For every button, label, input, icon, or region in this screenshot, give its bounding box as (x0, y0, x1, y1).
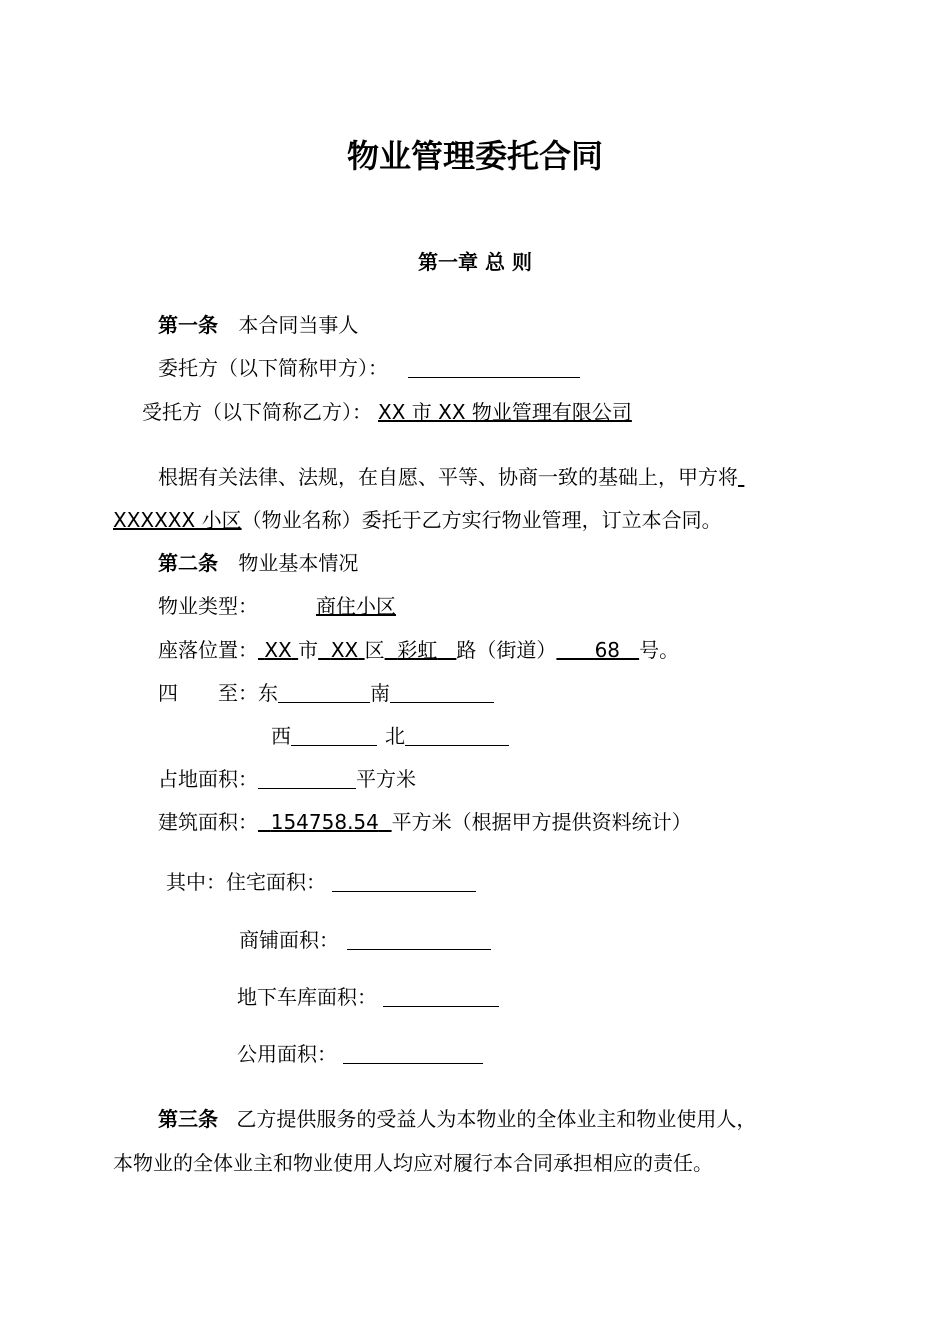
north-blank[interactable] (405, 725, 509, 746)
article-3-text-1: 乙方提供服务的受益人为本物业的全体业主和物业使用人， (236, 1107, 757, 1131)
article-2 (158, 549, 358, 577)
residential-area (166, 868, 476, 896)
intro-line-2 (113, 506, 722, 534)
shop-area-blank[interactable] (347, 929, 491, 950)
garage-area (237, 983, 499, 1011)
west-blank[interactable] (291, 725, 377, 746)
party-a (158, 354, 580, 382)
chapter-heading: 第一章 总 则 (418, 250, 532, 274)
public-area (237, 1040, 483, 1068)
land-area-blank[interactable] (258, 768, 356, 789)
property-type-field[interactable] (258, 592, 538, 620)
article-2-label: 第二条 (158, 551, 218, 575)
location-road-suffix: 路（街道） (456, 638, 557, 662)
location-city: XX (264, 638, 292, 662)
building-area-label: 建筑面积： (158, 810, 258, 834)
public-area-label: 公用面积： (237, 1042, 337, 1066)
location-number: 68 (594, 638, 621, 662)
property-type-label: 物业类型： (158, 594, 258, 618)
location-label: 座落位置： (158, 638, 258, 662)
party-b (142, 398, 632, 426)
building-area-value: 154758.54 (270, 810, 379, 834)
east-label: 东 (258, 681, 278, 705)
boundaries-2 (271, 722, 509, 750)
contract-title: 物业管理委托合同 (346, 137, 603, 175)
location (158, 636, 679, 664)
land-area (158, 765, 416, 793)
garage-area-label: 地下车库面积： (237, 985, 377, 1009)
residential-area-blank[interactable] (332, 871, 476, 892)
party-b-value: XX 市 XX 物业管理有限公司 (378, 400, 632, 424)
shop-area-label: 商铺面积： (239, 928, 339, 952)
article-3-line-2 (113, 1149, 713, 1177)
location-city-suffix: 市 (298, 638, 319, 662)
residential-area-label: 其中：住宅面积： (166, 870, 326, 894)
location-district: XX (330, 638, 359, 662)
garage-area-blank[interactable] (383, 986, 499, 1007)
intro-text-1: 根据有关法律、法规，在自愿、平等、协商一致的基础上，甲方将 (158, 465, 738, 489)
article-3-line-1 (158, 1105, 756, 1133)
land-area-unit: 平方米 (356, 767, 416, 791)
north-label: 北 (385, 724, 405, 748)
property-type (158, 592, 538, 620)
article-3-text-2: 本物业的全体业主和物业使用人均应对履行本合同承担相应的责任。 (113, 1151, 713, 1175)
south-label: 南 (370, 681, 390, 705)
location-number-suffix: 号。 (639, 638, 680, 662)
boundaries-label: 四 至： (158, 681, 258, 705)
property-type-value: 商住小区 (316, 594, 396, 618)
building-area-unit: 平方米（根据甲方提供资料统计） (391, 810, 692, 834)
land-area-label: 占地面积： (158, 767, 258, 791)
location-road: 彩虹 (397, 638, 438, 662)
building-area (158, 808, 692, 836)
article-1-text: 本合同当事人 (238, 313, 359, 337)
intro-line-1 (158, 463, 744, 491)
intro-text-2: （物业名称）委托于乙方实行物业管理，订立本合同。 (241, 508, 722, 532)
party-a-label: 委托方（以下简称甲方）： (158, 356, 388, 380)
article-3-label: 第三条 (158, 1107, 218, 1131)
article-2-text: 物业基本情况 (238, 551, 359, 575)
south-blank[interactable] (390, 682, 494, 703)
public-area-blank[interactable] (343, 1043, 483, 1064)
east-blank[interactable] (278, 682, 370, 703)
party-b-label: 受托方（以下简称乙方）： (142, 400, 372, 424)
west-label: 西 (271, 724, 291, 748)
party-a-blank[interactable] (408, 357, 580, 378)
article-1-label: 第一条 (158, 313, 218, 337)
property-name: XXXXXX 小区 (113, 508, 242, 532)
boundaries-1 (158, 679, 494, 707)
article-1 (158, 311, 358, 339)
location-district-suffix: 区 (364, 638, 385, 662)
shop-area (239, 926, 491, 954)
